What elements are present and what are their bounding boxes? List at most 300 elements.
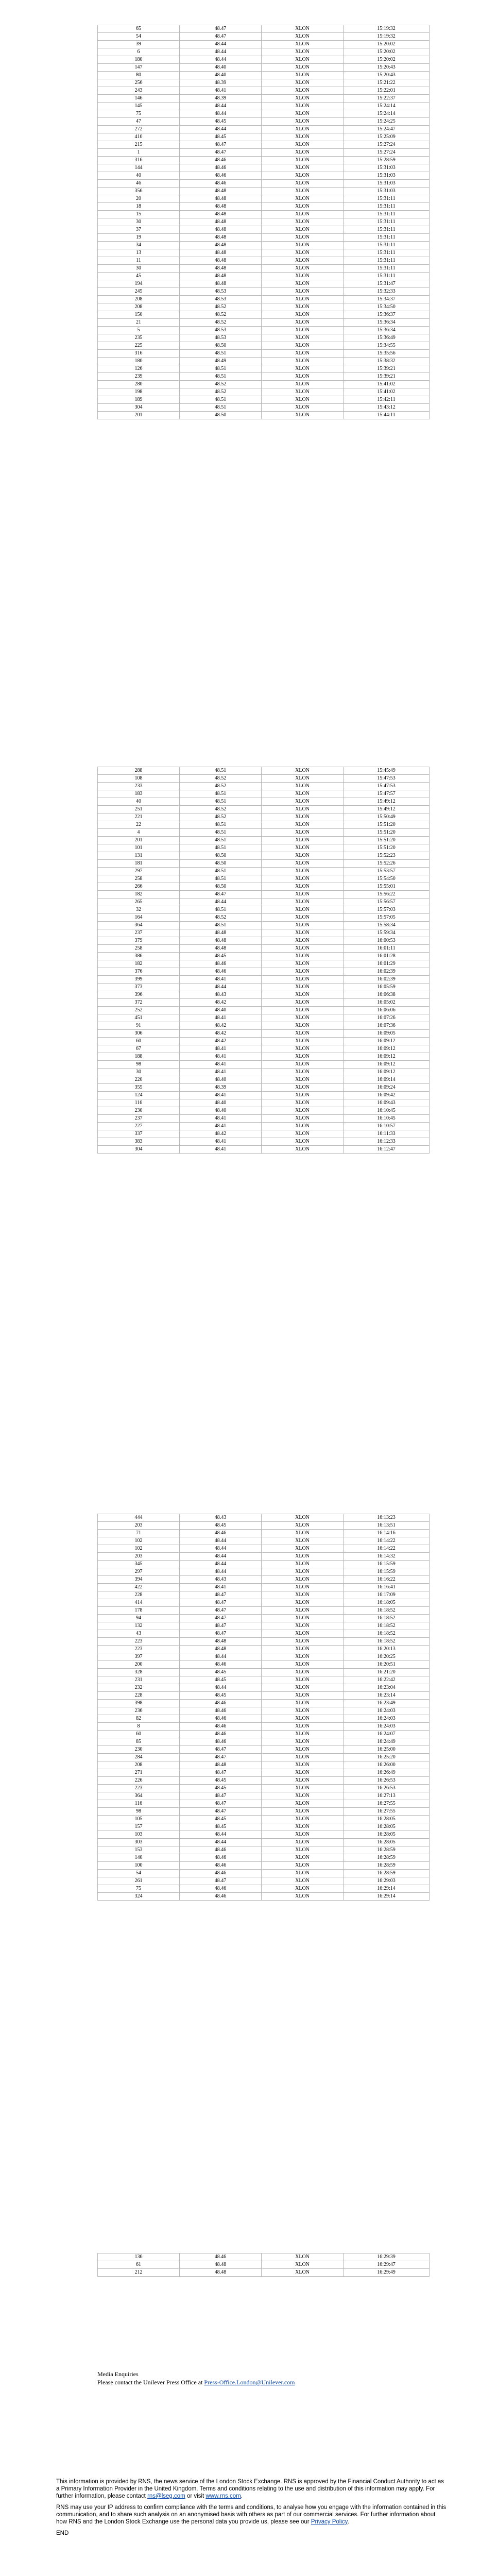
time-cell: 15:49:12 <box>344 798 430 806</box>
table-row <box>98 899 430 906</box>
price-cell: 48.40 <box>180 1007 262 1014</box>
venue-cell: XLON <box>262 1630 344 1638</box>
table-row <box>98 945 430 953</box>
volume-cell: 20 <box>98 195 180 203</box>
time-cell: 15:47:57 <box>344 790 430 798</box>
time-cell: 16:02:39 <box>344 976 430 984</box>
price-cell: 48.44 <box>180 1831 262 1839</box>
table-row <box>98 891 430 899</box>
price-cell: 48.40 <box>180 64 262 72</box>
venue-cell: XLON <box>262 296 344 303</box>
volume-cell: 21 <box>98 319 180 327</box>
table-row <box>98 296 430 303</box>
venue-cell: XLON <box>262 1761 344 1769</box>
venue-cell: XLON <box>262 2253 344 2261</box>
volume-cell: 243 <box>98 87 180 95</box>
volume-cell: 261 <box>98 1877 180 1885</box>
time-cell: 15:31:11 <box>344 257 430 265</box>
disclaimer-text-1: This information is provided by RNS, the news service of the London Stock Exchange. RNS is approved by the Financial Conduct Authority to act as a Primary Information Provider in the United Kingdom. Terms and conditions relating to the use and distribution of this information may apply. For further information, please contact <box>56 2479 444 2499</box>
volume-cell: 19 <box>98 234 180 242</box>
venue-cell: XLON <box>262 33 344 41</box>
venue-cell: XLON <box>262 906 344 914</box>
venue-cell: XLON <box>262 1785 344 1792</box>
price-cell: 48.47 <box>180 1615 262 1622</box>
table-row <box>98 806 430 814</box>
price-cell: 48.46 <box>180 1661 262 1669</box>
time-cell: 15:31:11 <box>344 265 430 273</box>
volume-cell: 231 <box>98 1676 180 1684</box>
price-cell: 48.41 <box>180 976 262 984</box>
table-row <box>98 1576 430 1584</box>
trades-table-body <box>98 767 430 1154</box>
venue-cell: XLON <box>262 1007 344 1014</box>
table-row <box>98 358 430 365</box>
table-row <box>98 118 430 126</box>
table-row <box>98 1646 430 1653</box>
table-row <box>98 404 430 412</box>
price-cell: 48.45 <box>180 1676 262 1684</box>
time-cell: 16:27:55 <box>344 1808 430 1816</box>
time-cell: 15:31:03 <box>344 188 430 195</box>
venue-cell: XLON <box>262 1700 344 1707</box>
venue-cell: XLON <box>262 79 344 87</box>
table-row <box>98 1568 430 1576</box>
volume-cell: 4 <box>98 829 180 837</box>
table-row <box>98 783 430 790</box>
venue-cell: XLON <box>262 1808 344 1816</box>
table-row <box>98 1684 430 1692</box>
venue-cell: XLON <box>262 991 344 999</box>
venue-cell: XLON <box>262 1661 344 1669</box>
price-cell: 48.46 <box>180 1862 262 1870</box>
venue-cell: XLON <box>262 806 344 814</box>
table-row <box>98 1045 430 1053</box>
table-row <box>98 1700 430 1707</box>
volume-cell: 82 <box>98 1715 180 1723</box>
time-cell: 16:18:52 <box>344 1622 430 1630</box>
time-cell: 15:34:50 <box>344 303 430 311</box>
volume-cell: 46 <box>98 180 180 188</box>
price-cell: 48.45 <box>180 133 262 141</box>
price-cell: 48.44 <box>180 1684 262 1692</box>
price-cell: 48.40 <box>180 1107 262 1115</box>
venue-cell: XLON <box>262 1130 344 1138</box>
table-row <box>98 242 430 249</box>
price-cell: 48.51 <box>180 875 262 883</box>
rns-disclaimer <box>56 2478 448 2541</box>
volume-cell: 444 <box>98 1514 180 1522</box>
volume-cell: 126 <box>98 365 180 373</box>
table-row <box>98 103 430 110</box>
volume-cell: 164 <box>98 914 180 922</box>
venue-cell: XLON <box>262 1877 344 1885</box>
venue-cell: XLON <box>262 968 344 976</box>
price-cell: 48.51 <box>180 837 262 844</box>
price-cell: 48.48 <box>180 1761 262 1769</box>
volume-cell: 383 <box>98 1138 180 1146</box>
volume-cell: 182 <box>98 960 180 968</box>
table-row <box>98 1638 430 1646</box>
volume-cell: 316 <box>98 157 180 164</box>
table-row <box>98 1746 430 1754</box>
venue-cell: XLON <box>262 953 344 960</box>
time-cell: 16:14:32 <box>344 1553 430 1561</box>
venue-cell: XLON <box>262 1568 344 1576</box>
time-cell: 16:29:14 <box>344 1885 430 1893</box>
venue-cell: XLON <box>262 1816 344 1823</box>
volume-cell: 144 <box>98 164 180 172</box>
price-cell: 48.42 <box>180 1022 262 1030</box>
volume-cell: 15 <box>98 211 180 218</box>
volume-cell: 145 <box>98 103 180 110</box>
price-cell: 48.48 <box>180 1638 262 1646</box>
time-cell: 16:18:52 <box>344 1607 430 1615</box>
table-row <box>98 280 430 288</box>
volume-cell: 98 <box>98 1808 180 1816</box>
volume-cell: 105 <box>98 1816 180 1823</box>
venue-cell: XLON <box>262 226 344 234</box>
time-cell: 16:09:43 <box>344 1099 430 1107</box>
rns-email-link[interactable]: rns@lseg.com <box>147 2493 185 2499</box>
time-cell: 16:07:26 <box>344 1014 430 1022</box>
time-cell: 15:36:34 <box>344 327 430 334</box>
price-cell: 48.47 <box>180 141 262 149</box>
time-cell: 15:31:03 <box>344 164 430 172</box>
time-cell: 15:39:21 <box>344 373 430 381</box>
table-row <box>98 157 430 164</box>
volume-cell: 414 <box>98 1599 180 1607</box>
price-cell: 48.47 <box>180 1754 262 1761</box>
venue-cell: XLON <box>262 1769 344 1777</box>
volume-cell: 256 <box>98 79 180 87</box>
volume-cell: 200 <box>98 1661 180 1669</box>
price-cell: 48.45 <box>180 1692 262 1700</box>
venue-cell: XLON <box>262 1038 344 1045</box>
price-cell: 48.50 <box>180 852 262 860</box>
price-cell: 48.43 <box>180 1576 262 1584</box>
table-row <box>98 821 430 829</box>
venue-cell: XLON <box>262 945 344 953</box>
time-cell: 15:43:12 <box>344 404 430 412</box>
venue-cell: XLON <box>262 1099 344 1107</box>
time-cell: 16:10:57 <box>344 1123 430 1130</box>
time-cell: 16:24:07 <box>344 1731 430 1738</box>
time-cell: 16:09:12 <box>344 1061 430 1069</box>
venue-cell: XLON <box>262 1715 344 1723</box>
volume-cell: 43 <box>98 1630 180 1638</box>
volume-cell: 13 <box>98 249 180 257</box>
time-cell: 16:13:23 <box>344 1514 430 1522</box>
volume-cell: 181 <box>98 860 180 868</box>
time-cell: 16:15:59 <box>344 1561 430 1568</box>
time-cell: 15:51:20 <box>344 837 430 844</box>
venue-cell: XLON <box>262 249 344 257</box>
price-cell: 48.44 <box>180 1545 262 1553</box>
table-row <box>98 937 430 945</box>
venue-cell: XLON <box>262 868 344 875</box>
time-cell: 15:22:01 <box>344 87 430 95</box>
time-cell: 15:34:55 <box>344 342 430 350</box>
privacy-policy-link[interactable]: Privacy Policy <box>311 2519 348 2525</box>
venue-cell: XLON <box>262 837 344 844</box>
volume-cell: 379 <box>98 937 180 945</box>
price-cell: 48.52 <box>180 388 262 396</box>
time-cell: 16:05:59 <box>344 984 430 991</box>
price-cell: 48.48 <box>180 937 262 945</box>
table-row <box>98 95 430 103</box>
venue-cell: XLON <box>262 126 344 133</box>
venue-cell: XLON <box>262 1731 344 1738</box>
table-row <box>98 87 430 95</box>
time-cell: 16:01:29 <box>344 960 430 968</box>
table-row <box>98 1545 430 1553</box>
table-row <box>98 381 430 388</box>
volume-cell: 303 <box>98 1839 180 1846</box>
price-cell: 48.42 <box>180 1030 262 1038</box>
volume-cell: 11 <box>98 257 180 265</box>
table-row <box>98 1123 430 1130</box>
price-cell: 48.53 <box>180 296 262 303</box>
venue-cell: XLON <box>262 1792 344 1800</box>
venue-cell: XLON <box>262 211 344 218</box>
venue-cell: XLON <box>262 48 344 56</box>
time-cell: 16:17:09 <box>344 1591 430 1599</box>
venue-cell: XLON <box>262 852 344 860</box>
price-cell: 48.41 <box>180 1115 262 1123</box>
price-cell: 48.48 <box>180 234 262 242</box>
price-cell: 48.48 <box>180 195 262 203</box>
trades-table-1 <box>97 25 430 419</box>
time-cell: 15:36:49 <box>344 334 430 342</box>
table-row <box>98 1553 430 1561</box>
table-row <box>98 388 430 396</box>
table-row <box>98 257 430 265</box>
table-row <box>98 1053 430 1061</box>
price-cell: 48.41 <box>180 1092 262 1099</box>
venue-cell: XLON <box>262 188 344 195</box>
volume-cell: 297 <box>98 1568 180 1576</box>
time-cell: 15:31:11 <box>344 242 430 249</box>
time-cell: 16:02:39 <box>344 968 430 976</box>
time-cell: 15:31:11 <box>344 211 430 218</box>
price-cell: 48.43 <box>180 1514 262 1522</box>
time-cell: 16:09:14 <box>344 1076 430 1084</box>
time-cell: 15:20:02 <box>344 41 430 48</box>
price-cell: 48.48 <box>180 249 262 257</box>
volume-cell: 451 <box>98 1014 180 1022</box>
price-cell: 48.39 <box>180 95 262 103</box>
venue-cell: XLON <box>262 984 344 991</box>
price-cell: 48.51 <box>180 829 262 837</box>
venue-cell: XLON <box>262 288 344 296</box>
volume-cell: 100 <box>98 1862 180 1870</box>
time-cell: 16:00:53 <box>344 937 430 945</box>
volume-cell: 30 <box>98 265 180 273</box>
time-cell: 15:59:34 <box>344 929 430 937</box>
price-cell: 48.41 <box>180 1123 262 1130</box>
venue-cell: XLON <box>262 2261 344 2269</box>
table-row <box>98 211 430 218</box>
time-cell: 16:28:59 <box>344 1854 430 1862</box>
volume-cell: 54 <box>98 33 180 41</box>
venue-cell: XLON <box>262 396 344 404</box>
volume-cell: 258 <box>98 945 180 953</box>
table-row <box>98 1715 430 1723</box>
volume-cell: 220 <box>98 1076 180 1084</box>
volume-cell: 22 <box>98 821 180 829</box>
price-cell: 48.47 <box>180 149 262 157</box>
press-office-email-link[interactable]: Press-Office.London@Unilever.com <box>204 2379 295 2386</box>
volume-cell: 102 <box>98 1545 180 1553</box>
volume-cell: 75 <box>98 1885 180 1893</box>
venue-cell: XLON <box>262 319 344 327</box>
table-row <box>98 1769 430 1777</box>
table-row <box>98 1069 430 1076</box>
time-cell: 16:28:05 <box>344 1839 430 1846</box>
venue-cell: XLON <box>262 280 344 288</box>
venue-cell: XLON <box>262 829 344 837</box>
venue-cell: XLON <box>262 350 344 358</box>
volume-cell: 180 <box>98 358 180 365</box>
price-cell: 48.46 <box>180 157 262 164</box>
venue-cell: XLON <box>262 234 344 242</box>
price-cell: 48.46 <box>180 172 262 180</box>
volume-cell: 180 <box>98 56 180 64</box>
volume-cell: 226 <box>98 1777 180 1785</box>
volume-cell: 60 <box>98 1038 180 1045</box>
price-cell: 48.47 <box>180 1792 262 1800</box>
venue-cell: XLON <box>262 1530 344 1537</box>
volume-cell: 157 <box>98 1823 180 1831</box>
time-cell: 15:38:32 <box>344 358 430 365</box>
volume-cell: 189 <box>98 396 180 404</box>
volume-cell: 103 <box>98 1831 180 1839</box>
volume-cell: 223 <box>98 1646 180 1653</box>
price-cell: 48.46 <box>180 1846 262 1854</box>
venue-cell: XLON <box>262 1653 344 1661</box>
price-cell: 48.44 <box>180 110 262 118</box>
table-row <box>98 365 430 373</box>
price-cell: 48.41 <box>180 87 262 95</box>
table-row <box>98 775 430 783</box>
table-row <box>98 180 430 188</box>
price-cell: 48.44 <box>180 1653 262 1661</box>
time-cell: 15:31:03 <box>344 172 430 180</box>
time-cell: 16:16:41 <box>344 1584 430 1591</box>
volume-cell: 271 <box>98 1769 180 1777</box>
price-cell: 48.41 <box>180 1069 262 1076</box>
volume-cell: 239 <box>98 373 180 381</box>
volume-cell: 212 <box>98 2269 180 2277</box>
table-row <box>98 1522 430 1530</box>
venue-cell: XLON <box>262 303 344 311</box>
price-cell: 48.52 <box>180 311 262 319</box>
volume-cell: 201 <box>98 412 180 419</box>
time-cell: 15:21:22 <box>344 79 430 87</box>
volume-cell: 208 <box>98 303 180 311</box>
volume-cell: 235 <box>98 334 180 342</box>
time-cell: 15:51:20 <box>344 821 430 829</box>
price-cell: 48.44 <box>180 126 262 133</box>
price-cell: 48.47 <box>180 1808 262 1816</box>
table-row <box>98 1022 430 1030</box>
volume-cell: 223 <box>98 1638 180 1646</box>
price-cell: 48.51 <box>180 767 262 775</box>
price-cell: 48.47 <box>180 1800 262 1808</box>
table-row <box>98 2253 430 2261</box>
volume-cell: 364 <box>98 1792 180 1800</box>
time-cell: 15:20:43 <box>344 64 430 72</box>
volume-cell: 324 <box>98 1893 180 1901</box>
time-cell: 15:31:11 <box>344 203 430 211</box>
venue-cell: XLON <box>262 203 344 211</box>
table-row <box>98 1514 430 1522</box>
venue-cell: XLON <box>262 1576 344 1584</box>
price-cell: 48.47 <box>180 33 262 41</box>
venue-cell: XLON <box>262 404 344 412</box>
price-cell: 48.51 <box>180 790 262 798</box>
table-row <box>98 396 430 404</box>
table-row <box>98 1846 430 1854</box>
price-cell: 48.48 <box>180 265 262 273</box>
volume-cell: 182 <box>98 891 180 899</box>
time-cell: 15:27:24 <box>344 141 430 149</box>
price-cell: 48.51 <box>180 373 262 381</box>
price-cell: 48.51 <box>180 365 262 373</box>
price-cell: 48.40 <box>180 1076 262 1084</box>
volume-cell: 80 <box>98 72 180 79</box>
time-cell: 16:10:45 <box>344 1107 430 1115</box>
venue-cell: XLON <box>262 1692 344 1700</box>
price-cell: 48.50 <box>180 412 262 419</box>
venue-cell: XLON <box>262 798 344 806</box>
venue-cell: XLON <box>262 1599 344 1607</box>
price-cell: 48.47 <box>180 1877 262 1885</box>
venue-cell: XLON <box>262 914 344 922</box>
venue-cell: XLON <box>262 133 344 141</box>
price-cell: 48.39 <box>180 79 262 87</box>
price-cell: 48.47 <box>180 891 262 899</box>
venue-cell: XLON <box>262 25 344 33</box>
time-cell: 16:24:03 <box>344 1707 430 1715</box>
time-cell: 15:42:11 <box>344 396 430 404</box>
volume-cell: 150 <box>98 311 180 319</box>
venue-cell: XLON <box>262 1669 344 1676</box>
price-cell: 48.47 <box>180 1599 262 1607</box>
time-cell: 16:10:45 <box>344 1115 430 1123</box>
time-cell: 15:24:25 <box>344 118 430 126</box>
volume-cell: 188 <box>98 1053 180 1061</box>
price-cell: 48.48 <box>180 945 262 953</box>
venue-cell: XLON <box>262 257 344 265</box>
price-cell: 48.52 <box>180 775 262 783</box>
price-cell: 48.44 <box>180 1561 262 1568</box>
venue-cell: XLON <box>262 327 344 334</box>
rns-website-link[interactable]: www.rns.com <box>205 2493 241 2499</box>
time-cell: 16:09:42 <box>344 1092 430 1099</box>
media-contact <box>97 2378 295 2386</box>
time-cell: 15:41:02 <box>344 381 430 388</box>
media-enquiries <box>97 2370 295 2386</box>
volume-cell: 399 <box>98 976 180 984</box>
venue-cell: XLON <box>262 929 344 937</box>
table-row <box>98 1007 430 1014</box>
volume-cell: 304 <box>98 404 180 412</box>
table-row <box>98 968 430 976</box>
volume-cell: 410 <box>98 133 180 141</box>
volume-cell: 252 <box>98 1007 180 1014</box>
time-cell: 16:05:02 <box>344 999 430 1007</box>
